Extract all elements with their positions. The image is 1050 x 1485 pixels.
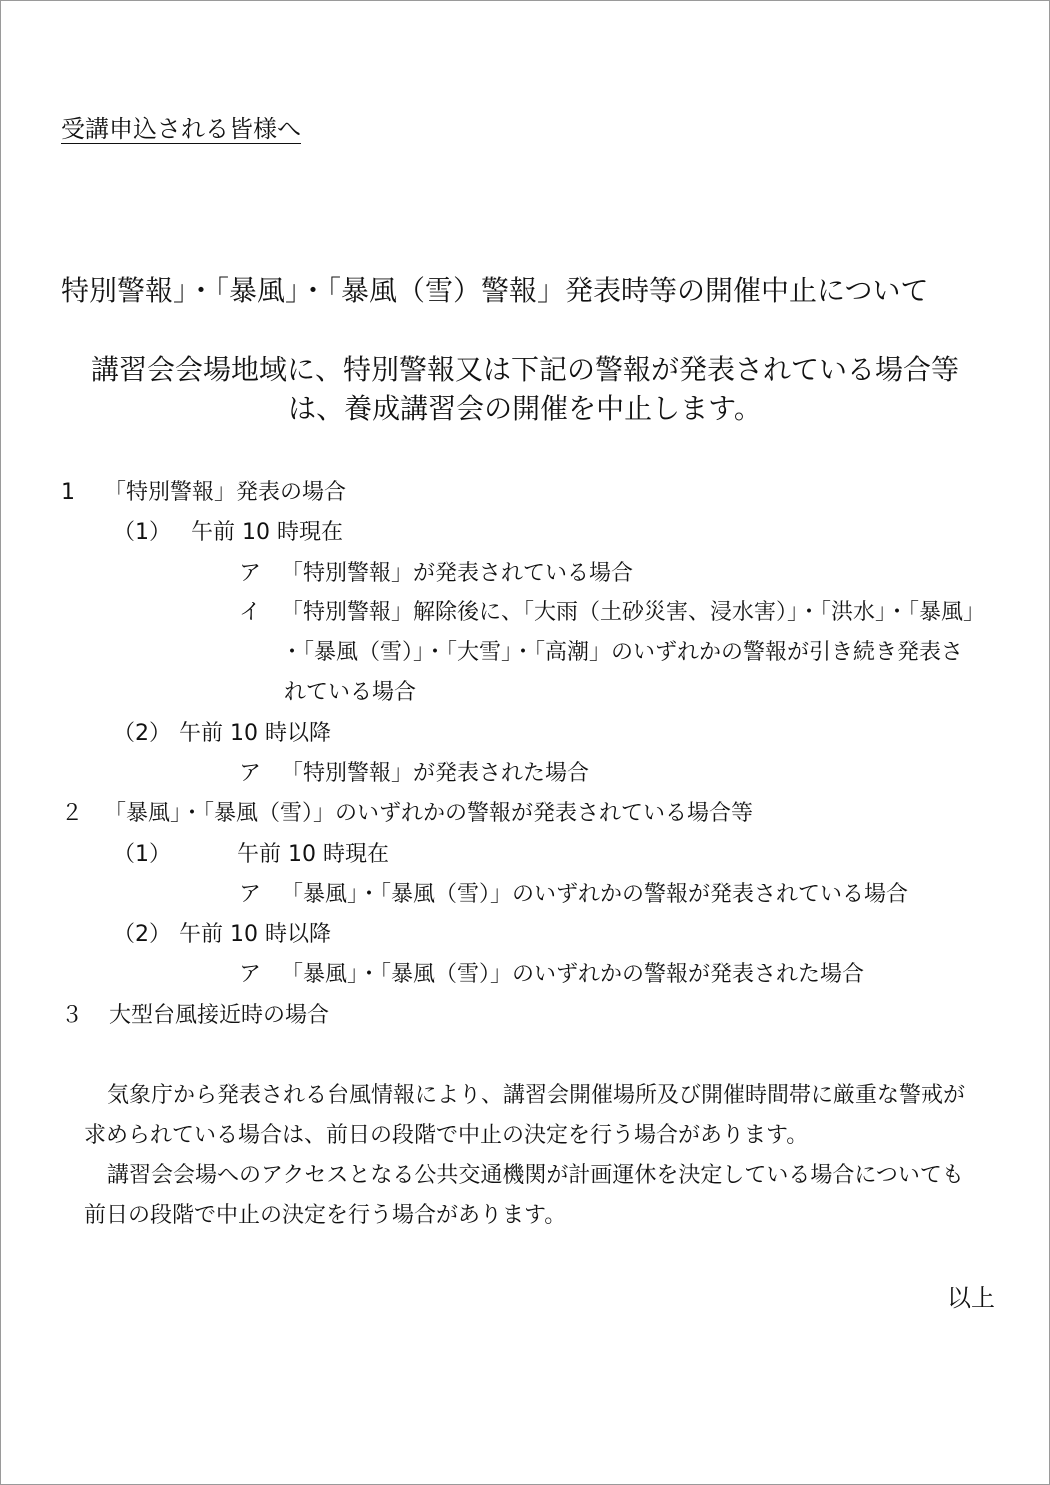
- section-2-item-2-text: 午前 10 時以降: [179, 922, 331, 947]
- section-1-item-1-sub-a-text: 「特別警報」が発表されている場合: [281, 561, 634, 586]
- section-2-item-1-sub-a-mark: ア: [239, 882, 262, 907]
- section-2-item-1-text: 午前 10 時現在: [237, 842, 389, 867]
- section-1-item-2-text: 午前 10 時以降: [179, 721, 331, 746]
- lead-line-2: は、養成講習会の開催を中止します。: [288, 392, 762, 425]
- section-2-item-1-label: （1）: [113, 842, 171, 867]
- section-2-number: ２: [61, 801, 84, 826]
- section-1-number: 1: [61, 480, 75, 505]
- note-1-line-2: 求められている場合は、前日の段階で中止の決定を行う場合があります。: [84, 1123, 809, 1148]
- section-1-item-1-sub-i-line-1: 「特別警報」解除後に、「大雨（土砂災害、浸水害）」・「洪水」・「暴風」: [281, 600, 986, 625]
- page-title: 特別警報」・「暴風」・「暴風（雪）警報」発表時等の開催中止について: [61, 274, 929, 307]
- section-1-item-1-label: （1）: [113, 520, 171, 545]
- section-3-number: ３: [61, 1003, 84, 1028]
- section-3-heading: 大型台風接近時の場合: [109, 1003, 330, 1028]
- section-1-item-1-sub-i-line-2: ・「暴風（雪）」・「大雪」・「高潮」のいずれかの警報が引き続き発表さ: [281, 640, 964, 665]
- note-2-line-1: 講習会会場へのアクセスとなる公共交通機関が計画運休を決定している場合についても: [107, 1163, 964, 1188]
- section-2-item-2-label: （2）: [113, 922, 171, 947]
- section-1-heading: 「特別警報」発表の場合: [104, 480, 347, 505]
- section-2-item-2-sub-a-mark: ア: [239, 962, 262, 987]
- section-1-item-2-sub-a-text: 「特別警報」が発表された場合: [281, 761, 590, 786]
- section-1-item-2-label: （2）: [113, 721, 171, 746]
- section-1-item-2-sub-a-mark: ア: [239, 761, 262, 786]
- note-1-line-1: 気象庁から発表される台風情報により、講習会開催場所及び開催時間帯に厳重な警戒が: [107, 1083, 966, 1108]
- note-2-line-2: 前日の段階で中止の決定を行う場合があります。: [84, 1203, 567, 1228]
- section-2-item-1-sub-a-text: 「暴風」・「暴風（雪）」のいずれかの警報が発表されている場合: [281, 882, 909, 907]
- section-1-item-1-text: 午前 10 時現在: [191, 520, 343, 545]
- section-2-heading: 「暴風」・「暴風（雪）」のいずれかの警報が発表されている場合等: [104, 801, 754, 826]
- section-1-item-1-sub-i-line-3: れている場合: [284, 680, 417, 705]
- lead-line-1: 講習会会場地域に、特別警報又は下記の警報が発表されている場合等: [90, 353, 959, 386]
- section-1-item-1-sub-i-mark: イ: [239, 600, 262, 625]
- section-2-item-2-sub-a-text: 「暴風」・「暴風（雪）」のいずれかの警報が発表された場合: [281, 962, 865, 987]
- addressee: 受講申込される皆様へ: [61, 115, 301, 143]
- section-1-item-1-sub-a-mark: ア: [239, 561, 262, 586]
- closing: 以上: [947, 1284, 995, 1312]
